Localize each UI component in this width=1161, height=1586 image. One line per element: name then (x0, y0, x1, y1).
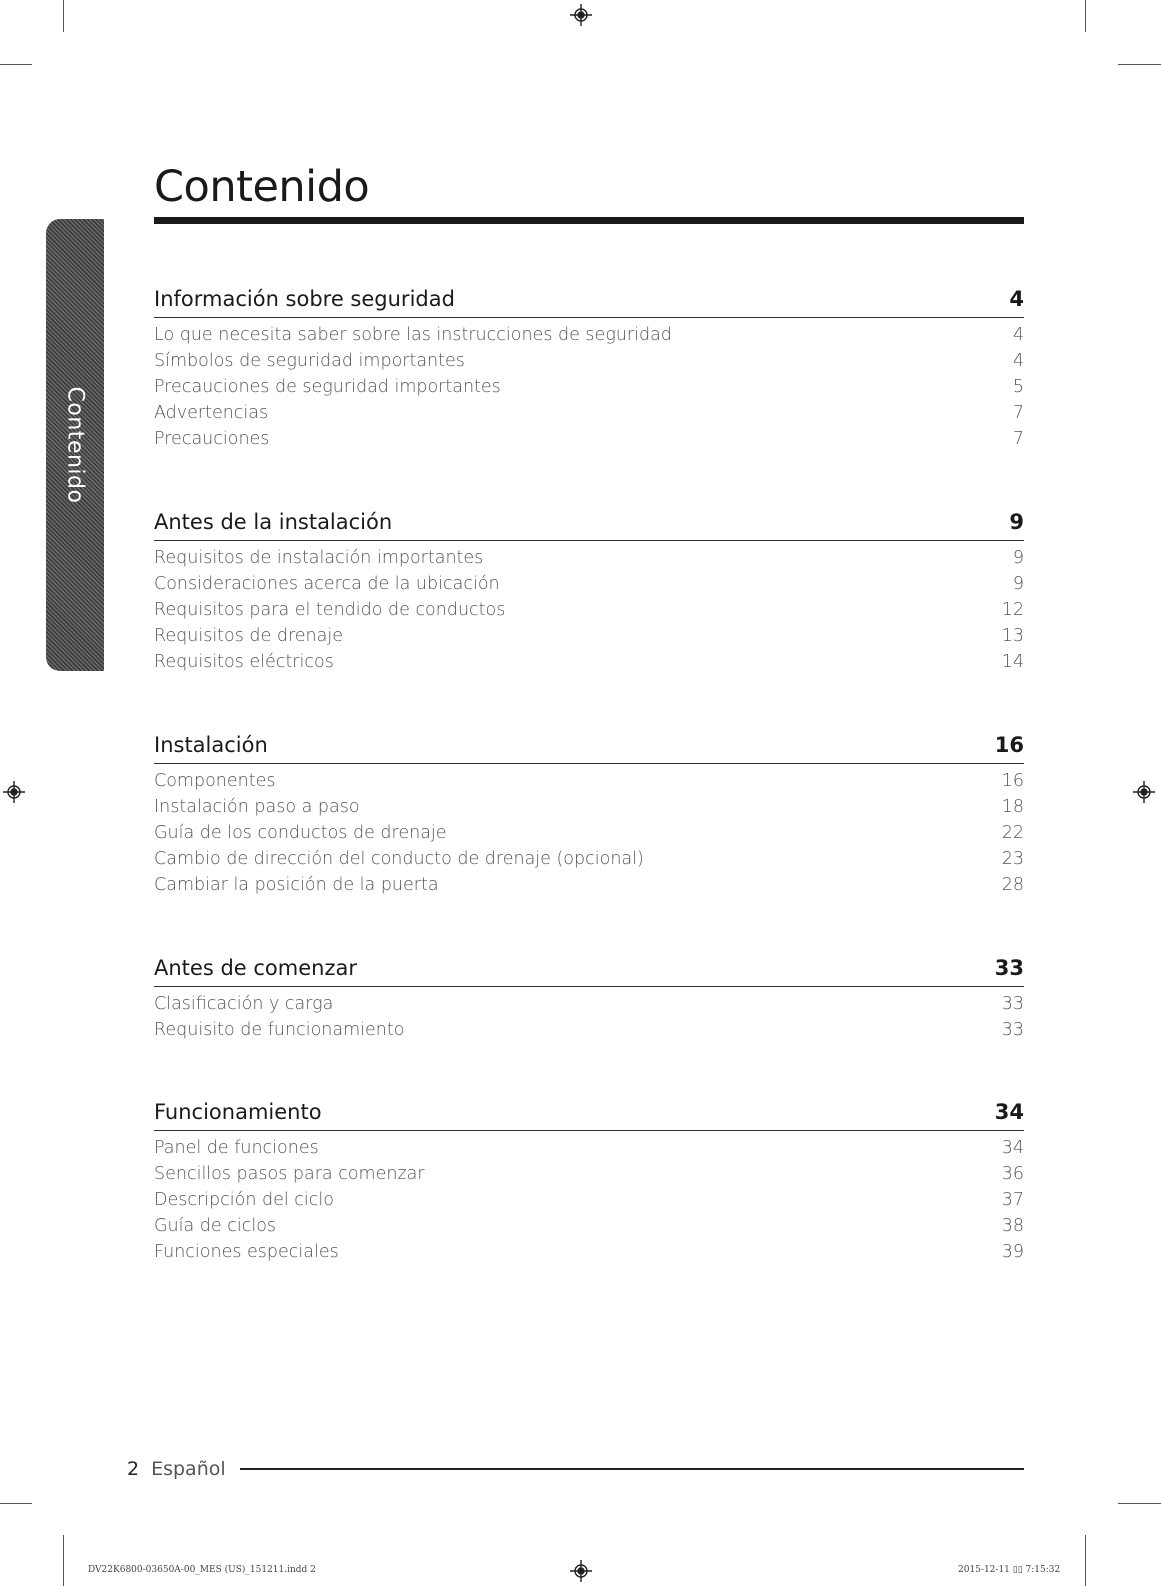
toc-entry-label: Guía de los conductos de drenaje (154, 823, 447, 843)
toc-section-heading[interactable] (154, 287, 1024, 318)
toc-entry-label: Requisitos de instalación importantes (154, 548, 484, 568)
toc-entry-label: Componentes (154, 771, 276, 791)
toc-entry-page: 13 (1001, 626, 1024, 646)
toc-entry-page: 16 (1001, 771, 1024, 791)
crop-mark (63, 0, 64, 32)
toc-section-heading[interactable] (154, 956, 1024, 987)
toc-section-page: 33 (994, 956, 1024, 980)
registration-mark-icon (570, 4, 592, 26)
toc-entry[interactable] (154, 1017, 1024, 1043)
toc-entry-page: 7 (1012, 403, 1024, 423)
toc-section-heading[interactable] (154, 510, 1024, 541)
toc-entry[interactable] (154, 846, 1024, 872)
toc-entry-label: Advertencias (154, 403, 269, 423)
toc-entry[interactable] (154, 545, 1024, 571)
toc-entry-page: 36 (1001, 1164, 1024, 1184)
crop-mark (1118, 64, 1161, 65)
toc-entry[interactable] (154, 649, 1024, 675)
toc-section-page: 34 (994, 1100, 1024, 1124)
toc-entry-page: 7 (1012, 429, 1024, 449)
toc-entry[interactable] (154, 400, 1024, 426)
toc-entry-page: 33 (1001, 1020, 1024, 1040)
toc-entry-page: 9 (1012, 574, 1024, 594)
toc-entry-label: Clasificación y carga (154, 994, 334, 1014)
crop-mark (0, 1503, 32, 1504)
toc-section (154, 733, 1024, 898)
toc-entry-page: 23 (1001, 849, 1024, 869)
toc-entry-label: Precauciones (154, 429, 270, 449)
toc-entry[interactable] (154, 322, 1024, 348)
toc-entry-page: 33 (1001, 994, 1024, 1014)
toc-entry[interactable] (154, 623, 1024, 649)
toc-entry-page: 18 (1001, 797, 1024, 817)
page-footer (127, 1458, 1024, 1480)
toc-entry[interactable] (154, 1239, 1024, 1265)
toc-entry-label: Símbolos de seguridad importantes (154, 351, 465, 371)
toc-entry-label: Requisitos para el tendido de conductos (154, 600, 506, 620)
toc-section (154, 956, 1024, 1043)
crop-mark (1118, 1503, 1161, 1504)
registration-mark-icon (570, 1560, 592, 1582)
toc-entry-label: Sencillos pasos para comenzar (154, 1164, 425, 1184)
toc-entry-page: 37 (1001, 1190, 1024, 1210)
print-slug-timestamp: 2015-12-11 ▯▯ 7:15:32 (958, 1565, 1061, 1575)
toc-entry-label: Panel de funciones (154, 1138, 319, 1158)
toc-section-title: Funcionamiento (154, 1100, 322, 1124)
footer-page-number: 2 (127, 1458, 140, 1480)
toc-entry[interactable] (154, 768, 1024, 794)
toc-entry-page: 39 (1001, 1242, 1024, 1262)
toc-entry-label: Cambio de dirección del conducto de drenaje (opcional) (154, 849, 644, 869)
toc-entry-label: Guía de ciclos (154, 1216, 277, 1236)
toc-section-title: Instalación (154, 733, 268, 757)
toc-section (154, 287, 1024, 452)
crop-mark (1085, 0, 1086, 32)
toc-entry-page: 12 (1001, 600, 1024, 620)
toc-entry[interactable] (154, 872, 1024, 898)
toc-entry-page: 9 (1012, 548, 1024, 568)
title-rule (154, 217, 1024, 224)
toc-section (154, 510, 1024, 675)
toc-section-page: 4 (1009, 287, 1024, 311)
page-title: Contenido (154, 162, 370, 212)
toc-entry[interactable] (154, 794, 1024, 820)
toc-entry[interactable] (154, 374, 1024, 400)
toc-entry[interactable] (154, 1135, 1024, 1161)
toc-section-page: 9 (1009, 510, 1024, 534)
footer-rule (240, 1468, 1024, 1470)
toc-entry[interactable] (154, 426, 1024, 452)
toc-entry-page: 4 (1012, 351, 1024, 371)
toc-entry-page: 28 (1001, 875, 1024, 895)
toc-entry-label: Funciones especiales (154, 1242, 339, 1262)
toc-entry[interactable] (154, 1187, 1024, 1213)
toc-entry-label: Instalación paso a paso (154, 797, 360, 817)
toc-entry-label: Requisitos eléctricos (154, 652, 334, 672)
toc-section-title: Información sobre seguridad (154, 287, 455, 311)
side-chapter-tab (46, 219, 104, 671)
toc-entry-label: Consideraciones acerca de la ubicación (154, 574, 500, 594)
toc-entry-page: 22 (1001, 823, 1024, 843)
toc-entry-page: 38 (1001, 1216, 1024, 1236)
toc-entry-label: Descripción del ciclo (154, 1190, 334, 1210)
toc-entry[interactable] (154, 348, 1024, 374)
toc-entry-page: 4 (1012, 325, 1024, 345)
print-slug-file: DV22K6800-03650A-00_MES (US)_151211.indd 2 (88, 1565, 316, 1575)
toc-entry-label: Precauciones de seguridad importantes (154, 377, 501, 397)
toc-section-heading[interactable] (154, 733, 1024, 764)
registration-mark-icon (1133, 781, 1155, 803)
toc-entry[interactable] (154, 597, 1024, 623)
toc-section-heading[interactable] (154, 1100, 1024, 1131)
crop-mark (1085, 1535, 1086, 1586)
toc-entry-label: Lo que necesita saber sobre las instrucciones de seguridad (154, 325, 672, 345)
footer-language: Español (151, 1458, 226, 1480)
toc-section-page: 16 (994, 733, 1024, 757)
toc-entry-page: 34 (1001, 1138, 1024, 1158)
toc-section-title: Antes de la instalación (154, 510, 393, 534)
toc-entry-page: 14 (1001, 652, 1024, 672)
toc-entry-label: Requisito de funcionamiento (154, 1020, 405, 1040)
toc-entry[interactable] (154, 820, 1024, 846)
toc-entry[interactable] (154, 1161, 1024, 1187)
toc-section (154, 1100, 1024, 1265)
toc-entry[interactable] (154, 571, 1024, 597)
registration-mark-icon (3, 781, 25, 803)
toc-entry[interactable] (154, 991, 1024, 1017)
crop-mark (0, 64, 32, 65)
toc-entry-label: Requisitos de drenaje (154, 626, 343, 646)
toc-entry[interactable] (154, 1213, 1024, 1239)
crop-mark (63, 1535, 64, 1586)
toc-entry-page: 5 (1012, 377, 1024, 397)
side-tab-label: Contenido (62, 386, 88, 504)
toc-entry-label: Cambiar la posición de la puerta (154, 875, 439, 895)
toc-section-title: Antes de comenzar (154, 956, 357, 980)
